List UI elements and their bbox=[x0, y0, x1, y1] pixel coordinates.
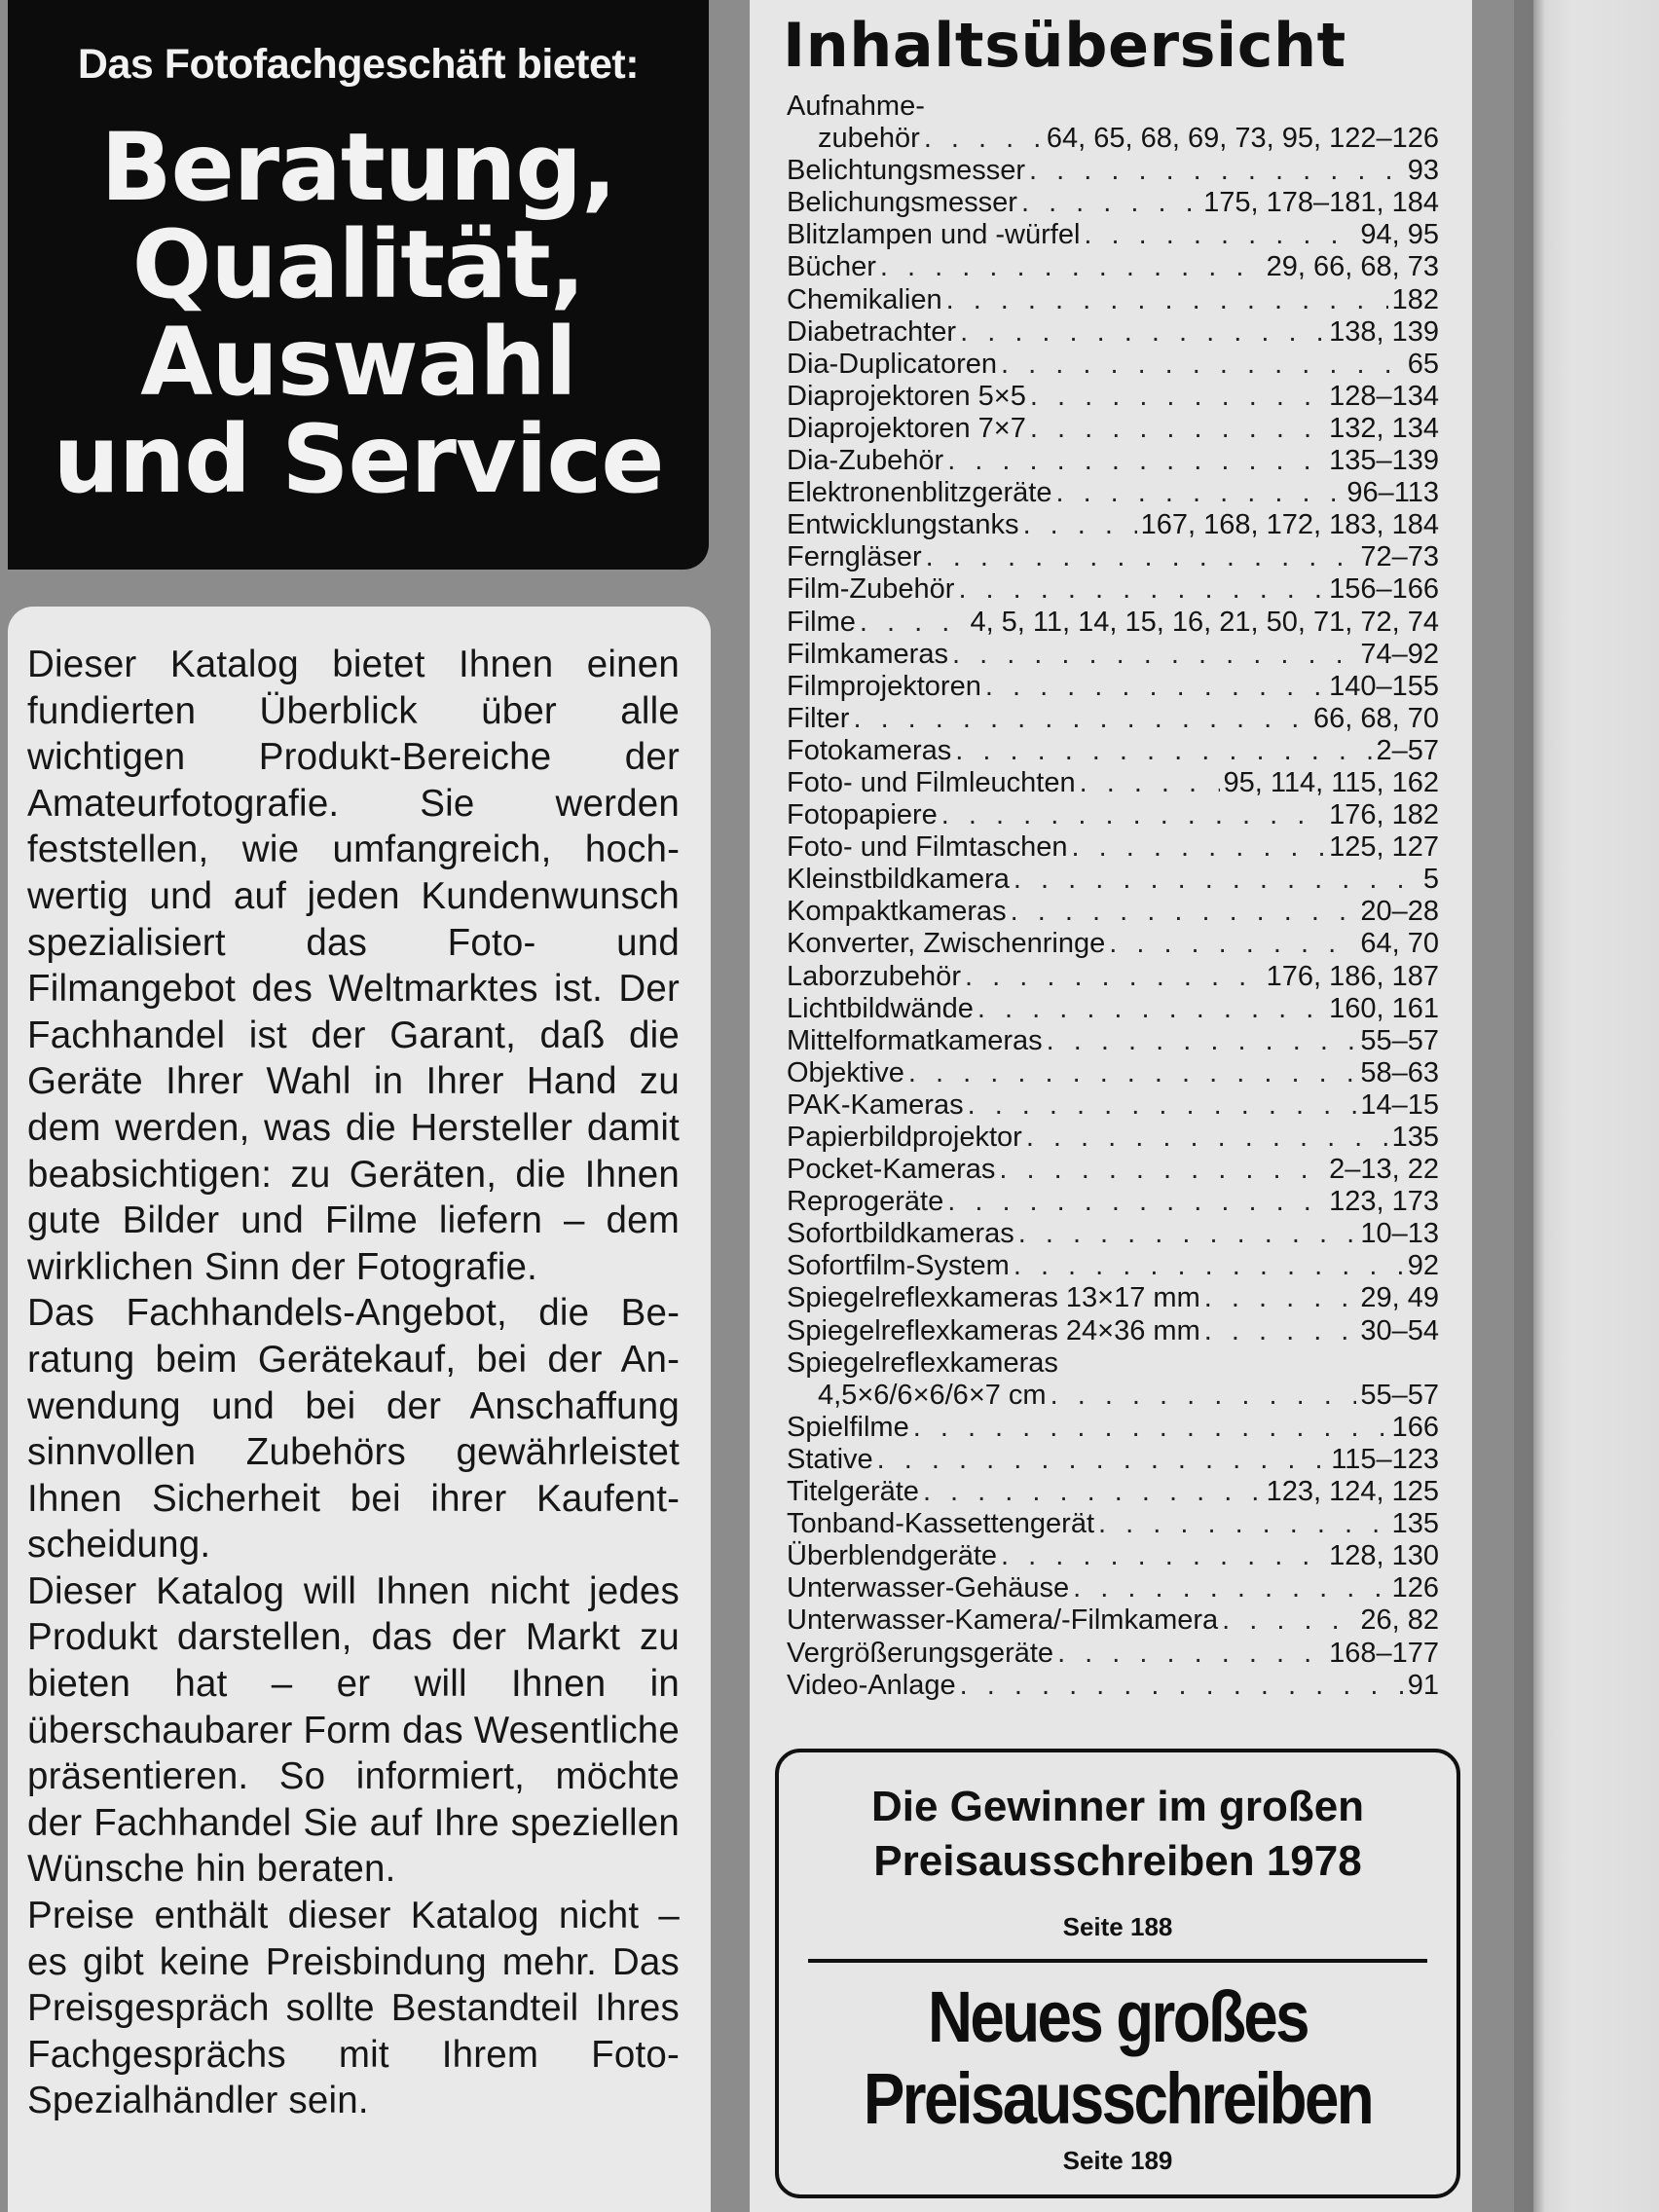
index-leader-dots bbox=[877, 1444, 1328, 1476]
index-leader-dots bbox=[1029, 155, 1404, 187]
index-entry-pages: 176, 182 bbox=[1329, 799, 1439, 831]
index-leader-dots bbox=[1055, 477, 1343, 509]
index-entry-label: zubehör bbox=[818, 123, 920, 155]
index-entry bbox=[787, 831, 1439, 864]
index-entry-pages: 4, 5, 11, 14, 15, 16, 21, 50, 71, 72, 74 bbox=[970, 606, 1439, 638]
index-entry-pages: 20–28 bbox=[1360, 896, 1439, 928]
winners-line-2: Preisausschreiben 1978 bbox=[873, 1837, 1362, 1885]
index-entry-label: Kompaktkameras bbox=[787, 896, 1007, 928]
index-entry-label: Sofortbildkameras bbox=[787, 1218, 1014, 1250]
intro-paragraph: Preise enthält dieser Katalog nicht – es gibt keine Preisbindung mehr. Das Preisgespräch sollte Bestandteil Ihres Fachgesprächs mit Ihrem Foto-Spezialhändler sein. bbox=[27, 1895, 680, 2122]
index-entry-pages: 95, 114, 115, 162 bbox=[1223, 766, 1439, 798]
index-panel bbox=[750, 0, 1472, 2212]
index-entry bbox=[787, 1670, 1439, 1702]
index-entry bbox=[787, 639, 1439, 671]
index-entry bbox=[787, 1572, 1439, 1604]
index-leader-dots bbox=[1073, 1572, 1387, 1604]
index-entry-label: Fotopapiere bbox=[787, 799, 938, 831]
index-title: Inhaltsübersicht bbox=[783, 10, 1346, 81]
index-leader-dots bbox=[1018, 1218, 1357, 1250]
index-entry bbox=[787, 316, 1439, 349]
index-entry-pages: 14–15 bbox=[1360, 1088, 1439, 1121]
index-entry-label: Kleinstbildkamera bbox=[787, 864, 1010, 896]
index-entry-label: Entwicklungstanks bbox=[787, 509, 1019, 541]
winners-line-1: Die Gewinner im großen bbox=[870, 1783, 1365, 1830]
index-entry-pages: 5 bbox=[1422, 864, 1439, 896]
index-leader-dots bbox=[965, 961, 1263, 993]
index-entry-pages: 2–57 bbox=[1376, 734, 1439, 766]
intro-paragraph: Dieser Katalog will Ihnen nicht jedes Produkt darstellen, das der Markt zu bieten hat – er will Ihnen in überschaubarer Form das Wesentliche präsentieren. So informiert, möchte der Fachhandel Sie auf Ihre speziellen Wünsche hin beraten. bbox=[27, 1569, 680, 1891]
index-entry-label: Spielfilme bbox=[787, 1411, 909, 1443]
index-entry-pages: 176, 186, 187 bbox=[1266, 960, 1439, 992]
index-entry-pages: 65 bbox=[1407, 348, 1439, 380]
contest-box bbox=[775, 1749, 1460, 2198]
index-entry-label: Blitzlampen und -würfel bbox=[787, 219, 1081, 251]
index-entry-label: Foto- und Filmleuchten bbox=[787, 766, 1076, 798]
index-entry bbox=[787, 541, 1439, 573]
index-leader-dots bbox=[960, 1670, 1404, 1702]
index-entry-pages: 58–63 bbox=[1360, 1056, 1439, 1088]
index-leader-dots bbox=[1030, 381, 1325, 413]
index-entry-label: Filmprojektoren bbox=[787, 670, 981, 702]
index-entry-label: Foto- und Filmtaschen bbox=[787, 831, 1068, 864]
index-entry-pages: 74–92 bbox=[1360, 638, 1439, 670]
index-leader-dots bbox=[1057, 1638, 1325, 1670]
index-leader-dots bbox=[1222, 1604, 1356, 1637]
index-entry-label: Video-Anlage bbox=[787, 1669, 956, 1701]
index-entry bbox=[787, 251, 1439, 283]
index-leader-dots bbox=[1109, 928, 1356, 960]
page-edge bbox=[1533, 0, 1659, 2212]
index-entry-pages: 55–57 bbox=[1360, 1379, 1439, 1411]
index-entry bbox=[787, 1122, 1439, 1154]
index-entry bbox=[787, 349, 1439, 381]
index-leader-dots bbox=[1047, 1025, 1357, 1057]
index-leader-dots bbox=[1014, 1250, 1404, 1282]
winners-page-ref: Seite 188 bbox=[1062, 1912, 1173, 1941]
index-entry bbox=[787, 1604, 1439, 1637]
headline-line-2: Qualität, bbox=[131, 210, 585, 319]
index-entry-pages: 123, 124, 125 bbox=[1266, 1476, 1439, 1508]
index-leader-dots bbox=[1080, 767, 1220, 799]
index-entry bbox=[787, 381, 1439, 413]
index-entry-pages: 167, 168, 172, 183, 184 bbox=[1140, 509, 1439, 541]
index-entry bbox=[787, 477, 1439, 509]
index-entry bbox=[787, 509, 1439, 541]
winners-heading bbox=[779, 1780, 1456, 1889]
new-contest-line-2: Preisausschreiben bbox=[863, 2058, 1373, 2139]
index-entry-label: Bücher bbox=[787, 251, 876, 283]
index-leader-dots bbox=[960, 316, 1325, 349]
index-entry-label: Laborzubehör bbox=[787, 960, 961, 992]
index-leader-dots bbox=[1014, 864, 1419, 896]
index-entry-pages: 168–177 bbox=[1329, 1637, 1439, 1669]
intro-paragraph: Dieser Katalog bietet Ihnen einen fundierten Überblick über alle wichtigen Produkt-Bereiche der Amateurfotografie. Sie werden feststellen, wie umfangreich, hochwertig und auf jeden Kundenwunsch spezialisiert das Foto- und Filmangebot des Weltmarktes ist. Der Fachhandel ist der Garant, daß die Geräte Ihrer Wahl in Ihrer Hand zu dem werden, was die Hersteller damit beabsichtigen: zu Geräten, die Ihnen gute Bilder und Filme liefern – dem wirklichen Sinn der Fotografie. bbox=[27, 644, 680, 1288]
index-leader-dots bbox=[1204, 1282, 1357, 1314]
index-leader-dots bbox=[913, 1412, 1388, 1444]
headline-line-4: und Service bbox=[53, 405, 664, 514]
index-entry bbox=[787, 445, 1439, 477]
index-leader-dots bbox=[908, 1057, 1356, 1089]
headline-line-1: Beratung, bbox=[100, 113, 616, 222]
index-entry-pages: 29, 66, 68, 73 bbox=[1266, 251, 1439, 283]
index-entry bbox=[787, 1218, 1439, 1250]
index-leader-dots bbox=[1026, 1122, 1388, 1154]
index-entry-label: Konverter, Zwischenringe bbox=[787, 928, 1106, 960]
index-entry bbox=[787, 735, 1439, 767]
index-entry-pages: 156–166 bbox=[1329, 573, 1439, 606]
index-leader-dots bbox=[947, 445, 1325, 477]
index-leader-dots bbox=[941, 799, 1325, 831]
index-entry-pages: 140–155 bbox=[1329, 670, 1439, 702]
index-entry bbox=[787, 1638, 1439, 1670]
index-entry-pages: 93 bbox=[1407, 155, 1439, 187]
index-entry-label: Reprogeräte bbox=[787, 1186, 944, 1218]
index-entry-pages: 26, 82 bbox=[1360, 1604, 1439, 1637]
index-entry-label: Belichungsmesser bbox=[787, 187, 1017, 219]
index-leader-dots bbox=[985, 671, 1325, 703]
index-entry bbox=[787, 896, 1439, 928]
index-leader-dots bbox=[1001, 349, 1404, 381]
intro-panel bbox=[8, 607, 711, 2212]
index-entry bbox=[787, 1186, 1439, 1218]
new-contest-line-1: Neues großes bbox=[928, 1976, 1308, 2057]
index-leader-dots bbox=[880, 251, 1263, 283]
index-leader-dots bbox=[926, 541, 1357, 573]
index-entry bbox=[787, 413, 1439, 445]
index-leader-dots bbox=[946, 284, 1388, 316]
index-entry bbox=[787, 1347, 1439, 1380]
index-entry-pages: 92 bbox=[1407, 1250, 1439, 1282]
index-entry bbox=[787, 703, 1439, 735]
index-entry-label: Titelgeräte bbox=[787, 1476, 919, 1508]
new-contest-page-ref: Seite 189 bbox=[1062, 2146, 1173, 2175]
index-entry bbox=[787, 123, 1439, 155]
index-entry-pages: 160, 161 bbox=[1329, 992, 1439, 1024]
index-entry-pages: 123, 173 bbox=[1329, 1186, 1439, 1218]
index-entry-pages: 30–54 bbox=[1360, 1314, 1439, 1346]
index-entry-pages: 135 bbox=[1391, 1122, 1439, 1153]
index-entry-label: Tonband-Kassettengerät bbox=[787, 1508, 1094, 1540]
index-entry bbox=[787, 767, 1439, 799]
index-entry-label: Vergrößerungsgeräte bbox=[787, 1637, 1054, 1669]
index-entry-pages: 166 bbox=[1391, 1411, 1439, 1443]
index-entry bbox=[787, 1540, 1439, 1572]
index-entry-label: 4,5×6/6×6/6×7 cm bbox=[818, 1379, 1047, 1411]
divider-rule bbox=[808, 1959, 1427, 1963]
index-entry bbox=[787, 155, 1439, 187]
index-entry-pages: 66, 68, 70 bbox=[1313, 702, 1439, 734]
headline-box bbox=[8, 0, 709, 570]
index-entry-label: Fotokameras bbox=[787, 734, 952, 766]
index-entry-label: Dia-Zubehör bbox=[787, 445, 944, 477]
index-entry bbox=[787, 993, 1439, 1025]
index-list bbox=[787, 91, 1439, 1702]
index-leader-dots bbox=[1098, 1508, 1388, 1540]
index-entry-pages: 94, 95 bbox=[1360, 219, 1439, 251]
index-entry-label: Diaprojektoren 5×5 bbox=[787, 380, 1026, 412]
index-entry-label: Aufnahme- bbox=[787, 91, 925, 122]
index-entry bbox=[787, 284, 1439, 316]
index-leader-dots bbox=[923, 1476, 1263, 1508]
index-leader-dots bbox=[955, 735, 1372, 767]
index-entry-label: Sofortfilm-System bbox=[787, 1250, 1010, 1282]
index-leader-dots bbox=[924, 123, 1043, 155]
index-leader-dots bbox=[999, 1154, 1325, 1186]
index-entry bbox=[787, 1250, 1439, 1282]
index-entry-pages: 91 bbox=[1407, 1669, 1439, 1701]
index-entry-pages: 29, 49 bbox=[1360, 1282, 1439, 1314]
index-entry bbox=[787, 1412, 1439, 1444]
index-leader-dots bbox=[947, 1186, 1325, 1218]
index-entry bbox=[787, 607, 1439, 639]
index-leader-dots bbox=[1030, 413, 1325, 445]
index-entry bbox=[787, 799, 1439, 831]
index-entry bbox=[787, 1315, 1439, 1347]
index-leader-dots bbox=[860, 607, 967, 639]
index-leader-dots bbox=[1021, 187, 1199, 219]
index-entry-pages: 55–57 bbox=[1360, 1024, 1439, 1056]
index-entry-pages: 64, 70 bbox=[1360, 928, 1439, 960]
index-leader-dots bbox=[1023, 509, 1137, 541]
index-entry-label: Papierbildprojektor bbox=[787, 1122, 1022, 1153]
index-leader-dots bbox=[1204, 1315, 1357, 1347]
index-entry-pages: 135–139 bbox=[1329, 445, 1439, 477]
index-leader-dots bbox=[1011, 896, 1357, 928]
index-entry-label: Objektive bbox=[787, 1056, 904, 1088]
index-entry bbox=[787, 1508, 1439, 1540]
index-entry-label: Stative bbox=[787, 1443, 873, 1475]
index-entry bbox=[787, 1444, 1439, 1476]
index-leader-dots bbox=[1001, 1540, 1325, 1572]
index-entry-pages: 125, 127 bbox=[1329, 831, 1439, 864]
index-entry-pages: 72–73 bbox=[1360, 541, 1439, 573]
index-entry-pages: 96–113 bbox=[1346, 477, 1439, 509]
index-entry-label: Pocket-Kameras bbox=[787, 1154, 996, 1186]
index-entry bbox=[787, 1476, 1439, 1508]
page-edge-shadow bbox=[1514, 0, 1535, 2212]
index-entry bbox=[787, 928, 1439, 960]
index-entry-label: Filter bbox=[787, 702, 850, 734]
index-entry-label: Dia-Duplicatoren bbox=[787, 348, 997, 380]
index-entry-pages: 182 bbox=[1391, 283, 1439, 315]
index-entry-pages: 135 bbox=[1391, 1508, 1439, 1540]
index-entry bbox=[787, 1380, 1439, 1412]
index-entry-label: Spiegelreflexkameras bbox=[787, 1346, 1058, 1379]
index-entry-label: Unterwasser-Kamera/-Filmkamera bbox=[787, 1604, 1219, 1637]
index-entry bbox=[787, 961, 1439, 993]
index-entry-label: Diabetrachter bbox=[787, 315, 957, 348]
index-leader-dots bbox=[977, 993, 1325, 1025]
index-entry bbox=[787, 1025, 1439, 1057]
index-leader-dots bbox=[958, 573, 1325, 606]
index-entry-label: Chemikalien bbox=[787, 283, 942, 315]
index-entry-label: Belichtungsmesser bbox=[787, 155, 1025, 187]
index-entry bbox=[787, 219, 1439, 251]
index-entry-pages: 128–134 bbox=[1329, 380, 1439, 412]
index-entry-label: Elektronenblitzgeräte bbox=[787, 477, 1052, 509]
index-entry bbox=[787, 573, 1439, 606]
index-entry-label: Filmkameras bbox=[787, 638, 948, 670]
index-leader-dots bbox=[968, 1089, 1357, 1122]
index-entry-pages: 64, 65, 68, 69, 73, 95, 122–126 bbox=[1046, 123, 1439, 155]
index-entry-label: Unterwasser-Gehäuse bbox=[787, 1572, 1070, 1604]
index-leader-dots bbox=[1084, 219, 1356, 251]
new-contest-heading bbox=[827, 1976, 1410, 2140]
index-leader-dots bbox=[952, 639, 1356, 671]
index-entry-label: Ferngläser bbox=[787, 541, 922, 573]
index-entry-pages: 10–13 bbox=[1360, 1218, 1439, 1250]
index-entry-label: PAK-Kameras bbox=[787, 1088, 964, 1121]
index-entry-pages: 2–13, 22 bbox=[1329, 1154, 1439, 1186]
index-entry bbox=[787, 1154, 1439, 1186]
index-entry-label: Überblendgeräte bbox=[787, 1540, 998, 1572]
intro-paragraph: Das Fachhandels-Angebot, die Beratung beim Gerätekauf, bei der Anwendung und bei der Anschaffung sinnvollen Zubehörs gewährleistet Ihnen Sicherheit bei ihrer Kaufentscheidung. bbox=[27, 1292, 680, 1567]
index-entry bbox=[787, 187, 1439, 219]
headline-line-3: Auswahl bbox=[140, 308, 576, 417]
index-entry-label: Spiegelreflexkameras 13×17 mm bbox=[787, 1282, 1200, 1314]
index-entry bbox=[787, 91, 1439, 123]
index-entry bbox=[787, 864, 1439, 896]
index-entry bbox=[787, 1057, 1439, 1089]
index-entry-label: Filme bbox=[787, 606, 856, 638]
index-entry-label: Spiegelreflexkameras 24×36 mm bbox=[787, 1314, 1200, 1346]
index-entry-label: Film-Zubehör bbox=[787, 573, 955, 606]
index-entry-label: Diaprojektoren 7×7 bbox=[787, 412, 1026, 444]
index-entry-pages: 175, 178–181, 184 bbox=[1203, 187, 1439, 219]
index-entry-pages: 128, 130 bbox=[1329, 1540, 1439, 1572]
index-entry-label: Mittelformatkameras bbox=[787, 1024, 1043, 1056]
index-entry bbox=[787, 1089, 1439, 1122]
index-entry bbox=[787, 671, 1439, 703]
index-leader-dots bbox=[1051, 1380, 1357, 1412]
index-entry-pages: 132, 134 bbox=[1329, 412, 1439, 444]
index-entry-pages: 115–123 bbox=[1331, 1443, 1439, 1475]
index-entry-label: Lichtbildwände bbox=[787, 992, 974, 1024]
index-entry-pages: 126 bbox=[1391, 1572, 1439, 1604]
headline-kicker: Das Fotofachgeschäft bietet: bbox=[77, 41, 640, 88]
index-leader-dots bbox=[853, 703, 1309, 735]
index-leader-dots bbox=[1072, 831, 1326, 864]
index-entry bbox=[787, 1282, 1439, 1314]
index-entry-pages: 138, 139 bbox=[1329, 315, 1439, 348]
